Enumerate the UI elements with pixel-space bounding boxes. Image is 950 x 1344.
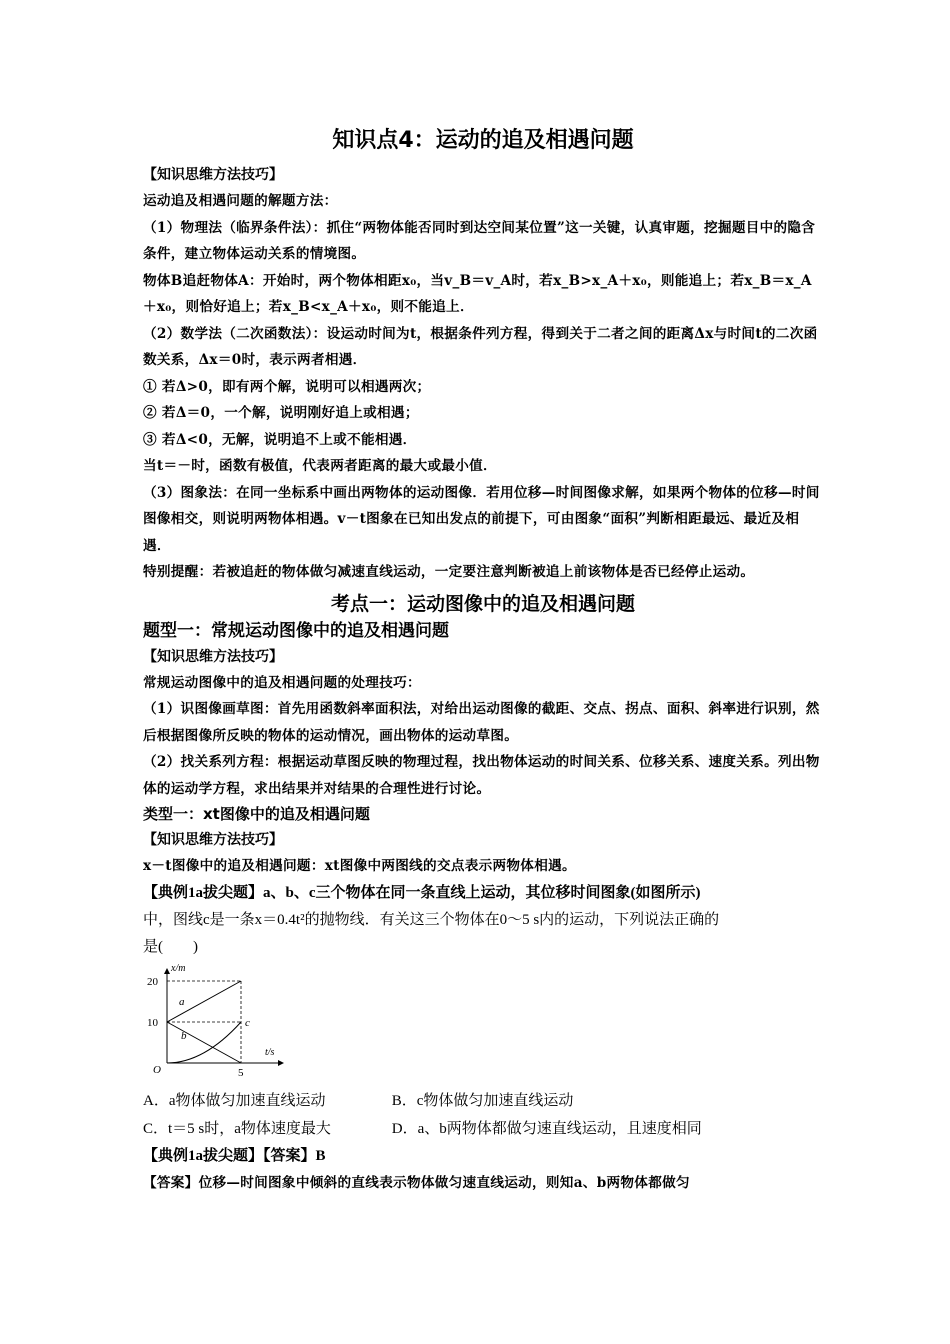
text-line: 运动追及相遇问题的解题方法：	[143, 193, 338, 209]
section-title: 考点一：运动图像中的追及相遇问题	[330, 592, 635, 615]
text-line: （2）数学法（二次函数法）：设运动时间为t，根据条件列方程，得到关于二者之间的距离Δx与时间t的二次函数关系，Δx＝0时，表示两者相遇．	[143, 325, 818, 368]
subtype-title: 类型一：xt图像中的追及相遇问题	[143, 805, 370, 823]
answer-text: 【答案】位移—时间图象中倾斜的直线表示物体做匀速直线运动，则知a、b两物体都做匀	[143, 1174, 690, 1191]
section-header: 【知识思维方法技巧】	[143, 832, 283, 848]
text-line: ② 若Δ＝0，一个解，说明刚好追上或相遇；	[143, 405, 419, 421]
text-line: （2）找关系列方程：根据运动草图反映的物理过程，找出物体运动的时间关系、位移关系、速度关系。列出物体的运动学方程，求出结果并对结果的合理性进行讨论。	[143, 754, 820, 797]
section-header: 【知识思维方法技巧】	[143, 648, 283, 665]
line-label: a	[179, 995, 185, 1008]
text-line: 物体B追赶物体A：开始时，两个物体相距x₀，当v_B＝v_A时，若x_B>x_A＋x₀，则能追上；若x_B＝x_A＋x₀，则恰好追上；若x_B<x_A＋x₀，则不能追上．	[143, 272, 812, 315]
example-line: 【典例1a拔尖题】a、b、c三个物体在同一条直线上运动，其位移时间图象(如图所示)	[143, 884, 701, 901]
y-axis-label: x/m	[171, 962, 186, 974]
choice-c[interactable]: C．t＝5 s时，a物体速度最大	[143, 1120, 331, 1137]
document-page	[143, 118, 823, 1196]
answer-title: 【典例1a拔尖题】【答案】B	[143, 1147, 326, 1164]
choice-d[interactable]: D．a、b两物体都做匀速直线运动，且速度相同	[391, 1120, 702, 1137]
text-line: x－t图像中的追及相遇问题：xt图像中两图线的交点表示两物体相遇。	[143, 858, 576, 874]
question-type-title: 题型一：常规运动图像中的追及相遇问题	[143, 620, 449, 641]
example-line: 是( )	[143, 938, 198, 955]
text-line: ③ 若Δ<0，无解，说明追不上或不能相遇．	[143, 431, 417, 448]
choices-row	[143, 1087, 823, 1115]
line-label: b	[181, 1029, 187, 1042]
text-line: 常规运动图像中的追及相遇问题的处理技巧：	[143, 674, 421, 691]
text-line: （3）图象法：在同一坐标系中画出两物体的运动图像．若用位移—时间图像求解，如果两个物体的位移—时间图像相交，则说明两物体相遇。v－t图象在已知出发点的前提下，可由图象“面积”判断相距最远、最近及相遇．	[143, 484, 820, 554]
choices-row	[143, 1115, 823, 1143]
choice-b[interactable]: B．c物体做匀加速直线运动	[391, 1092, 574, 1109]
text-line: ① 若Δ>0，即有两个解，说明可以相遇两次；	[143, 378, 431, 395]
page-title: 知识点4：运动的追及相遇问题	[332, 128, 634, 153]
origin-label: O	[153, 1063, 161, 1076]
y-tick-label: 10	[147, 1016, 158, 1029]
x-axis-label: t/s	[265, 1046, 275, 1058]
line-b	[167, 1022, 241, 1063]
text-line: （1）识图像画草图：首先用函数斜率面积法，对给出运动图像的截距、交点、拐点、面积、斜率进行识别，然后根据图像所反映的物体的运动情况，画出物体的运动草图。	[143, 701, 820, 744]
xt-graph	[143, 963, 303, 1083]
example-line: 中，图线c是一条x＝0.4t²的抛物线．有关这三个物体在0～5 s内的运动，下列说法正确的	[143, 911, 720, 928]
x-tick-label: 5	[238, 1066, 244, 1079]
line-label: c	[245, 1016, 250, 1029]
text-line: 特别提醒：若被追赶的物体做匀减速直线运动，一定要注意判断被追上前该物体是否已经停止运动。	[143, 564, 755, 580]
y-tick-label: 20	[147, 975, 158, 988]
section-header: 【知识思维方法技巧】	[143, 167, 283, 183]
xt-graph-figure	[143, 963, 303, 1083]
choice-a[interactable]: A．a物体做匀加速直线运动	[143, 1092, 326, 1109]
text-line: （1）物理法（临界条件法）：抓住“两物体能否同时到达空间某位置”这一关键，认真审题，挖掘题目中的隐含条件，建立物体运动关系的情境图。	[143, 219, 816, 262]
text-line: 当t＝－时，函数有极值，代表两者距离的最大或最小值．	[143, 458, 497, 474]
